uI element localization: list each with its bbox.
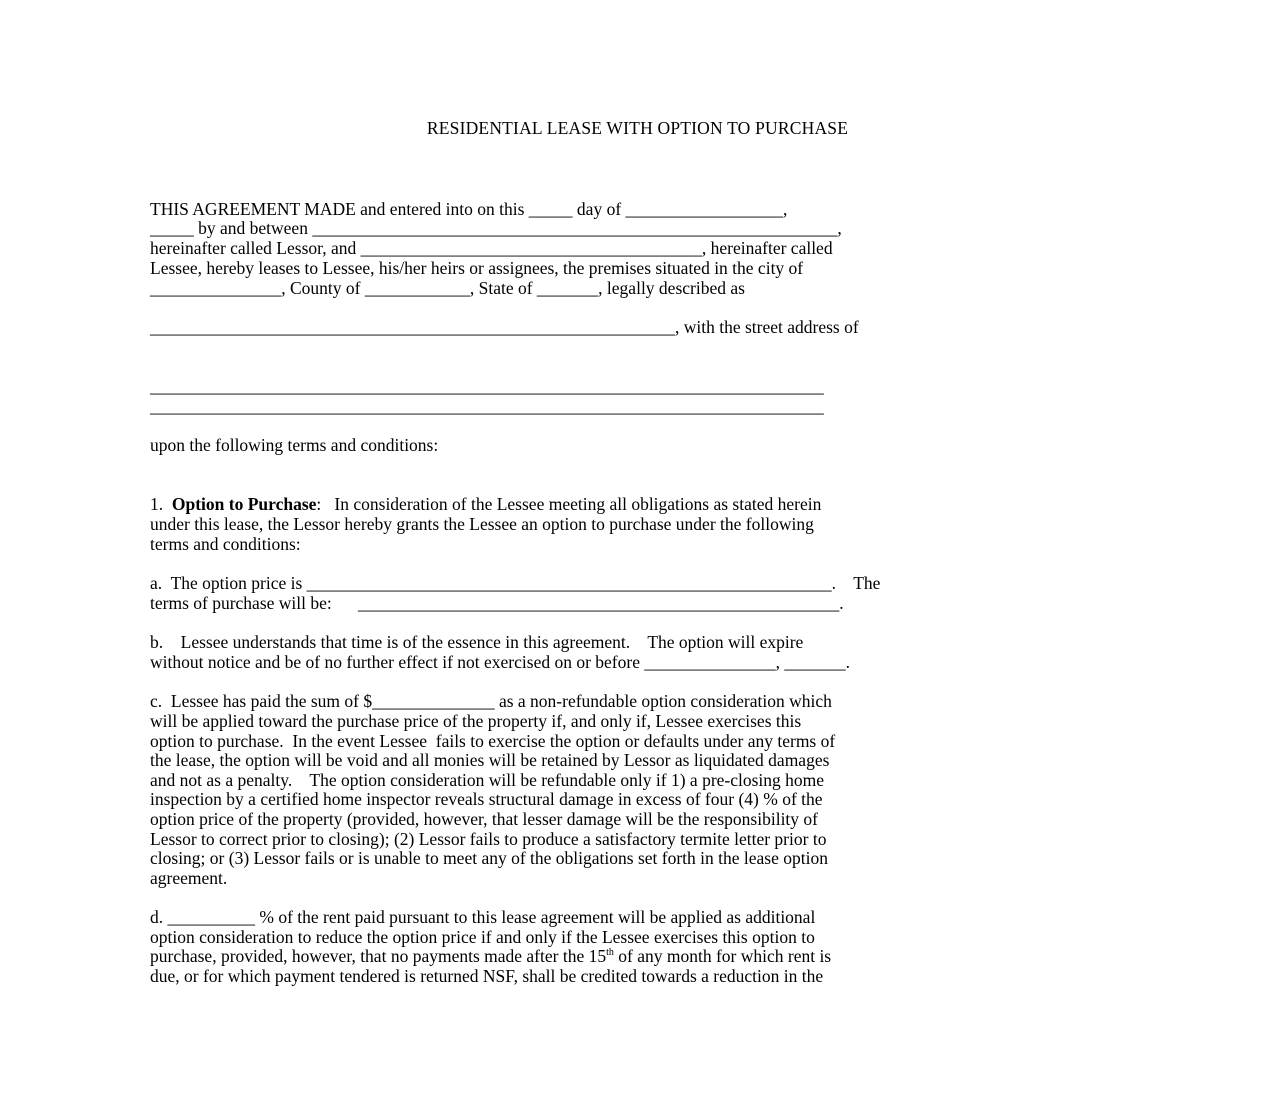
para-d-line-1: d. __________ % of the rent paid pursuant to this lease agreement will be applied as additional [150, 907, 816, 927]
intro-line-2: _____ by and between ____________________________________________________________, [150, 218, 842, 238]
section-1-heading: Option to Purchase [171, 494, 317, 514]
para-c-line-2: will be applied toward the purchase price of the property if, and only if, Lessee exercises this [150, 711, 802, 731]
intro-line-4: Lessee, hereby leases to Lessee, his/her heirs or assignees, the premises situated in the city of [150, 258, 804, 278]
para-c-line-6: inspection by a certified home inspector reveals structural damage in excess of four (4) % of the [150, 789, 823, 809]
intro-line-5: _______________, County of ____________, State of _______, legally described as [150, 278, 745, 298]
conditions-intro: upon the following terms and conditions: [150, 435, 439, 455]
para-d-line-3-before: purchase, provided, however, that no payments made after the 15 [150, 946, 607, 966]
section-1-text: : In consideration of the Lessee meeting all obligations as stated herein [316, 494, 822, 514]
para-c-line-3: option to purchase. In the event Lessee fails to exercise the option or defaults under any terms of [150, 731, 836, 751]
para-c-line-5: and not as a penalty. The option consideration will be refundable only if 1) a pre-closing home [150, 770, 825, 790]
intro-line-3: hereinafter called Lessor, and _______________________________________, hereinafter called [150, 238, 833, 258]
para-b-line-1: b. Lessee understands that time is of the essence in this agreement. The option will expire [150, 632, 804, 652]
section-1-line-2: under this lease, the Lessor hereby grants the Lessee an option to purchase under the following [150, 514, 814, 534]
document-title: RESIDENTIAL LEASE WITH OPTION TO PURCHASE [426, 118, 849, 138]
section-1-line-1 [150, 494, 821, 514]
para-a-line-2: terms of purchase will be: _______________________________________________________. [150, 593, 844, 613]
para-d-line-2: option consideration to reduce the option price if and only if the Lessee exercises this option to [150, 927, 815, 947]
para-d-line-4: due, or for which payment tendered is returned NSF, shall be credited towards a reduction in the [150, 966, 824, 986]
section-1-line-3: terms and conditions: [150, 534, 301, 554]
para-a-line-1: a. The option price is ____________________________________________________________. The [150, 573, 881, 593]
para-d-line-3 [150, 946, 831, 966]
para-c-line-9: closing; or (3) Lessor fails or is unable to meet any of the obligations set forth in the lease option [150, 848, 828, 868]
para-c-line-8: Lessor to correct prior to closing); (2) Lessor fails to produce a satisfactory termite letter prior to [150, 829, 827, 849]
intro-line-1: THIS AGREEMENT MADE and entered into on this _____ day of __________________, [150, 199, 788, 219]
para-b-line-2: without notice and be of no further effect if not exercised on or before _______________, _______. [150, 652, 850, 672]
intro-line-6: ____________________________________________________________, with the street address of [150, 317, 859, 337]
section-1-number: 1. [150, 494, 164, 514]
address-line-1: _____________________________________________________________________________ [150, 376, 824, 396]
para-d-line-3-after: of any month for which rent is [613, 946, 832, 966]
para-c-line-10: agreement. [150, 868, 228, 888]
para-c-line-7: option price of the property (provided, however, that lesser damage will be the responsibility of [150, 809, 818, 829]
address-line-2: _____________________________________________________________________________ [150, 396, 824, 416]
para-c-line-1: c. Lessee has paid the sum of $______________ as a non-refundable option consideration which [150, 691, 832, 711]
para-c-line-4: the lease, the option will be void and all monies will be retained by Lessor as liquidated damages [150, 750, 830, 770]
ordinal-suffix: th [606, 947, 614, 959]
